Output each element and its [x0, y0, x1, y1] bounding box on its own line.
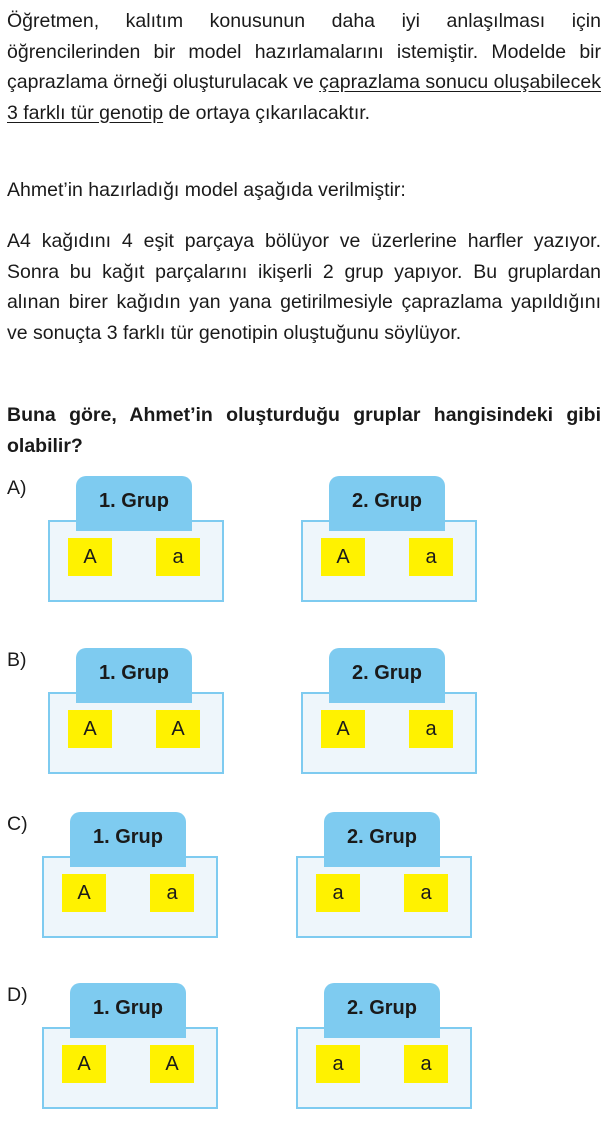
- option-b[interactable]: [0, 648, 608, 798]
- allele-card: a: [156, 538, 200, 576]
- intro-underlined-text: çaprazlama sonucu oluşabilecek 3 farklı tür genotip: [7, 71, 601, 124]
- tab-joint: [76, 692, 192, 703]
- group-title: 1. Grup: [76, 648, 192, 699]
- tab-joint: [329, 692, 445, 703]
- group-title: 2. Grup: [329, 648, 445, 699]
- group-2: [301, 648, 477, 776]
- allele-card: A: [68, 538, 112, 576]
- option-c[interactable]: [0, 812, 608, 962]
- group-title: 2. Grup: [324, 983, 440, 1034]
- allele-card: A: [321, 538, 365, 576]
- allele-card: A: [62, 1045, 106, 1083]
- group-title: 1. Grup: [70, 983, 186, 1034]
- tab-joint: [76, 520, 192, 531]
- option-letter: B): [7, 649, 27, 671]
- group-1: [48, 476, 224, 604]
- allele-card: a: [316, 874, 360, 912]
- tab-joint: [324, 1027, 440, 1038]
- option-letter: D): [7, 984, 28, 1006]
- group-2: [301, 476, 477, 604]
- model-intro-paragraph: Ahmet’in hazırladığı model aşağıda verilmiştir:: [7, 179, 406, 201]
- group-title: 1. Grup: [76, 476, 192, 527]
- group-1: [42, 812, 218, 940]
- option-a[interactable]: [0, 476, 608, 626]
- tab-joint: [329, 520, 445, 531]
- option-letter: A): [7, 477, 27, 499]
- allele-card: A: [68, 710, 112, 748]
- option-d[interactable]: [0, 983, 608, 1133]
- option-letter: C): [7, 813, 28, 835]
- group-2: [296, 983, 472, 1111]
- group-1: [48, 648, 224, 776]
- intro-text-end: de ortaya çıkarılacaktır.: [163, 101, 371, 124]
- intro-paragraph: [7, 6, 601, 128]
- allele-card: a: [404, 874, 448, 912]
- allele-card: A: [156, 710, 200, 748]
- allele-card: a: [316, 1045, 360, 1083]
- group-title: 2. Grup: [324, 812, 440, 863]
- group-title: 2. Grup: [329, 476, 445, 527]
- allele-card: a: [409, 538, 453, 576]
- group-1: [42, 983, 218, 1111]
- question-stem: Buna göre, Ahmet’in oluşturduğu gruplar hangisindeki gibi olabilir?: [7, 404, 601, 457]
- tab-joint: [324, 856, 440, 867]
- intro-text-start: Öğretmen, kalıtım konusunun daha iyi anlaşılması için öğrencilerinden bir model hazırlamalarını istemiştir. Modelde bir çaprazlama örneği oluşturulacak ve: [7, 10, 601, 93]
- allele-card: A: [62, 874, 106, 912]
- tab-joint: [70, 856, 186, 867]
- model-description-paragraph: A4 kağıdını 4 eşit parçaya bölüyor ve üzerlerine harfler yazıyor. Sonra bu kağıt parçalarını ikişerli 2 grup yapıyor. Bu gruplardan alınan birer kağıdın yan yana getirilmesiyle çaprazlama yapıldığını ve sonuçta 3 farklı tür genotipin oluştuğunu söylüyor.: [7, 230, 601, 344]
- allele-card: a: [404, 1045, 448, 1083]
- group-title: 1. Grup: [70, 812, 186, 863]
- group-2: [296, 812, 472, 940]
- allele-card: a: [150, 874, 194, 912]
- allele-card: A: [150, 1045, 194, 1083]
- allele-card: A: [321, 710, 365, 748]
- tab-joint: [70, 1027, 186, 1038]
- allele-card: a: [409, 710, 453, 748]
